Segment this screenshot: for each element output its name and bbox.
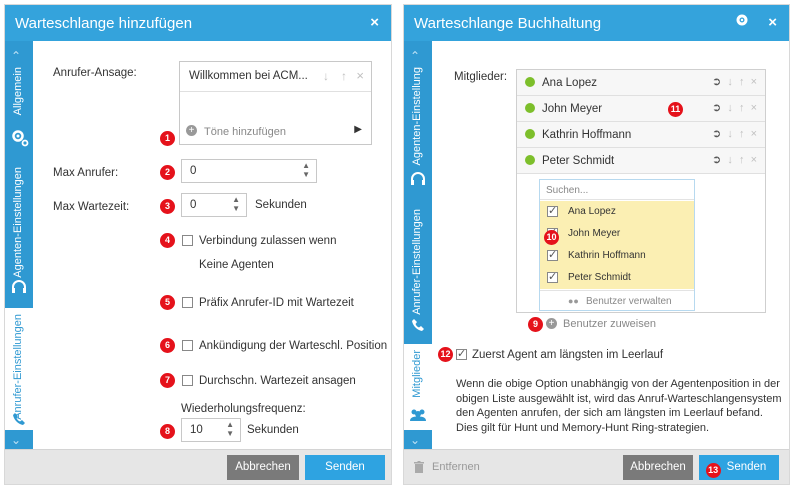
row-actions bbox=[712, 101, 757, 114]
tab-label: Agenten-Einstellung bbox=[411, 67, 423, 166]
step-badge: 7 bbox=[160, 373, 175, 388]
member-row[interactable] bbox=[517, 122, 765, 148]
headset-icon bbox=[11, 279, 27, 295]
step-badge: 13 bbox=[706, 463, 721, 478]
logout-icon[interactable]: ➲ bbox=[711, 128, 722, 140]
side-tabs bbox=[5, 41, 33, 449]
dropdown-item[interactable] bbox=[540, 223, 694, 245]
remove-icon[interactable]: × bbox=[750, 154, 757, 166]
chevron-up-icon[interactable]: ⌃ bbox=[11, 49, 22, 63]
arrow-up-icon[interactable]: ↑ bbox=[738, 76, 745, 88]
side-tabs bbox=[404, 41, 432, 449]
close-icon[interactable]: × bbox=[370, 14, 379, 31]
dropdown-item-label: Ana Lopez bbox=[568, 206, 616, 217]
users-icon bbox=[409, 408, 427, 422]
trash-icon bbox=[414, 461, 424, 473]
dialog-title: Warteschlange hinzufügen bbox=[15, 15, 193, 32]
longest-idle-checkbox[interactable] bbox=[456, 349, 467, 360]
dialog-footer bbox=[404, 449, 789, 484]
member-row[interactable] bbox=[517, 148, 765, 174]
step-badge: 5 bbox=[160, 295, 175, 310]
tab-mitglieder[interactable] bbox=[404, 344, 432, 430]
durchschn-label: Durchschn. Wartezeit ansagen bbox=[199, 375, 356, 387]
step-badge: 11 bbox=[668, 102, 683, 117]
send-label: Senden bbox=[726, 461, 767, 473]
arrow-down-icon[interactable]: ↓ bbox=[727, 102, 733, 114]
phone-icon bbox=[12, 412, 26, 426]
spinner-icon[interactable]: ▲ ▼ bbox=[232, 195, 240, 213]
checkbox-checked[interactable] bbox=[547, 206, 558, 217]
dropdown-item-label: Kathrin Hoffmann bbox=[568, 250, 646, 261]
manage-users-label: Benutzer verwalten bbox=[586, 296, 672, 307]
gear-icon[interactable] bbox=[735, 13, 749, 27]
members-box bbox=[516, 69, 766, 313]
tab-label: Anrufer-Einstellungen bbox=[411, 209, 423, 315]
arrow-down-icon[interactable]: ↓ bbox=[727, 128, 733, 140]
row-actions bbox=[712, 75, 757, 88]
description-text: Wenn die obige Option unabhängig von der Agentenposition in der obigen Liste ausgewählt ist, wird das Anruf-Warteschlangensystem den Agenten anrufen, der sich am längsten im Leerlauf befand. Dies gilt für Hunt und Memory-Hunt Ring-strategien. bbox=[456, 378, 782, 434]
chevron-down-icon[interactable]: ⌄ bbox=[11, 433, 22, 447]
add-circle-icon: + bbox=[546, 318, 557, 329]
arrow-down-icon[interactable]: ↓ bbox=[727, 154, 733, 166]
users-icon: ●● bbox=[568, 296, 579, 306]
queue-buchhaltung-dialog bbox=[403, 4, 790, 485]
dialog-footer bbox=[5, 449, 391, 484]
arrow-up-icon[interactable]: ↑ bbox=[738, 128, 745, 140]
logout-icon[interactable]: ➲ bbox=[711, 76, 722, 88]
row-actions bbox=[712, 127, 757, 140]
manage-users-link[interactable] bbox=[540, 290, 694, 311]
spinner-icon[interactable]: ▲ ▼ bbox=[302, 161, 310, 179]
tab-allgemein[interactable] bbox=[5, 59, 33, 154]
add-tones-label: Töne hinzufügen bbox=[204, 126, 286, 138]
arrow-up-icon[interactable]: ↑ bbox=[341, 69, 347, 83]
member-row[interactable] bbox=[517, 96, 765, 122]
arrow-down-icon[interactable]: ↓ bbox=[323, 69, 329, 83]
verbindung-label: Verbindung zulassen wenn bbox=[199, 235, 337, 247]
praefix-checkbox[interactable] bbox=[182, 297, 193, 308]
announcement-item[interactable] bbox=[180, 62, 371, 92]
ankuendigung-checkbox[interactable] bbox=[182, 340, 193, 351]
dialog-titlebar bbox=[5, 5, 391, 41]
member-name: John Meyer bbox=[542, 103, 603, 115]
send-button[interactable]: Senden bbox=[305, 455, 385, 480]
status-online-icon bbox=[525, 155, 535, 165]
tab-label: Allgemein bbox=[12, 67, 24, 116]
add-queue-dialog bbox=[4, 4, 392, 485]
sekunden2-label: Sekunden bbox=[247, 424, 299, 436]
max-wartezeit-label: Max Wartezeit: bbox=[53, 201, 130, 213]
search-input[interactable] bbox=[540, 180, 694, 200]
step-badge: 8 bbox=[160, 424, 175, 439]
spinner-icon[interactable]: ▲ ▼ bbox=[226, 420, 234, 438]
remove-icon[interactable]: × bbox=[356, 68, 364, 83]
keine-agenten-label: Keine Agenten bbox=[199, 259, 274, 271]
dialog-title: Warteschlange Buchhaltung bbox=[414, 15, 602, 32]
step-badge: 4 bbox=[160, 233, 175, 248]
tab-agenten-einstellung[interactable] bbox=[404, 61, 432, 191]
announcement-item-label: Willkommen bei ACM... bbox=[189, 70, 308, 82]
member-name: Ana Lopez bbox=[542, 77, 597, 89]
dropdown-item-label: Peter Schmidt bbox=[568, 272, 631, 283]
phone-icon bbox=[411, 318, 425, 332]
add-tones-row[interactable] bbox=[180, 122, 371, 144]
praefix-label: Präfix Anrufer-ID mit Wartezeit bbox=[199, 297, 354, 309]
member-name: Peter Schmidt bbox=[542, 155, 615, 167]
durchschn-checkbox[interactable] bbox=[182, 375, 193, 386]
wiederholung-input[interactable] bbox=[181, 418, 241, 442]
step-badge: 3 bbox=[160, 199, 175, 214]
dialog-content bbox=[33, 41, 391, 449]
dropdown-item-label: John Meyer bbox=[568, 228, 621, 239]
close-icon[interactable]: × bbox=[768, 14, 777, 31]
arrow-down-icon[interactable]: ↓ bbox=[727, 76, 733, 88]
anrufer-ansage-label: Anrufer-Ansage: bbox=[53, 67, 137, 79]
step-badge: 9 bbox=[528, 317, 543, 332]
status-online-icon bbox=[525, 103, 535, 113]
longest-idle-label: Zuerst Agent am längsten im Leerlauf bbox=[472, 349, 664, 361]
member-row[interactable] bbox=[517, 70, 765, 96]
member-name: Kathrin Hoffmann bbox=[542, 129, 632, 141]
step-badge: 2 bbox=[160, 165, 175, 180]
max-wartezeit-input[interactable] bbox=[181, 193, 247, 217]
status-online-icon bbox=[525, 77, 535, 87]
delete-label: Entfernen bbox=[432, 461, 480, 473]
assign-users-label: Benutzer zuweisen bbox=[563, 318, 656, 330]
chevron-up-icon[interactable]: ⌃ bbox=[410, 49, 421, 63]
checkbox-checked[interactable] bbox=[547, 272, 558, 283]
cancel-button[interactable]: Abbrechen bbox=[227, 455, 299, 480]
step-badge: 10 bbox=[544, 230, 559, 245]
delete-button[interactable] bbox=[414, 460, 494, 476]
max-anrufer-value: 0 bbox=[190, 165, 197, 177]
wiederholung-label: Wiederholungsfrequenz: bbox=[181, 403, 306, 415]
max-anrufer-input[interactable] bbox=[181, 159, 317, 183]
tab-label: Anrufer-Einstellungen bbox=[12, 314, 24, 420]
tab-anrufer-einstellungen[interactable] bbox=[404, 203, 432, 338]
play-icon[interactable]: ▶ bbox=[354, 124, 362, 135]
status-online-icon bbox=[525, 129, 535, 139]
assign-users-link[interactable] bbox=[546, 315, 686, 333]
gears-icon bbox=[11, 129, 29, 147]
dialog-titlebar bbox=[404, 5, 789, 41]
tab-label: Agenten-Einstellungen bbox=[12, 167, 24, 278]
logout-icon[interactable]: ➲ bbox=[711, 102, 722, 114]
dropdown-item[interactable] bbox=[540, 267, 694, 289]
checkbox-checked[interactable] bbox=[547, 250, 558, 261]
dropdown-item[interactable] bbox=[540, 245, 694, 267]
tab-anrufer-einstellungen[interactable] bbox=[5, 308, 33, 430]
max-wartezeit-value: 0 bbox=[190, 199, 197, 211]
wiederholung-value: 10 bbox=[190, 424, 203, 436]
step-badge: 6 bbox=[160, 338, 175, 353]
chevron-down-icon[interactable]: ⌄ bbox=[410, 433, 421, 447]
max-anrufer-label: Max Anrufer: bbox=[53, 167, 119, 179]
tab-label: Mitglieder bbox=[411, 350, 423, 398]
dropdown-item[interactable] bbox=[540, 201, 694, 223]
send-button[interactable] bbox=[699, 455, 779, 480]
tab-agenten-einstellungen[interactable] bbox=[5, 161, 33, 301]
user-picker-dropdown bbox=[539, 179, 695, 311]
verbindung-checkbox[interactable] bbox=[182, 235, 193, 246]
announcement-list bbox=[179, 61, 372, 145]
mitglieder-label: Mitglieder: bbox=[454, 71, 508, 83]
cancel-button[interactable]: Abbrechen bbox=[623, 455, 693, 480]
remove-icon[interactable]: × bbox=[750, 102, 757, 114]
dialog-content bbox=[432, 41, 789, 449]
remove-icon[interactable]: × bbox=[750, 128, 757, 140]
sekunden-label: Sekunden bbox=[255, 199, 307, 211]
row-actions bbox=[712, 153, 757, 166]
arrow-up-icon[interactable]: ↑ bbox=[738, 154, 745, 166]
step-badge: 12 bbox=[438, 347, 453, 362]
logout-icon[interactable]: ➲ bbox=[711, 154, 722, 166]
remove-icon[interactable]: × bbox=[750, 76, 757, 88]
headset-icon bbox=[410, 171, 426, 187]
ankuendigung-label: Ankündigung der Warteschl. Position bbox=[199, 340, 388, 352]
search-placeholder: Suchen... bbox=[546, 185, 589, 196]
step-badge: 1 bbox=[160, 131, 175, 146]
add-circle-icon: + bbox=[186, 125, 197, 136]
arrow-up-icon[interactable]: ↑ bbox=[738, 102, 745, 114]
